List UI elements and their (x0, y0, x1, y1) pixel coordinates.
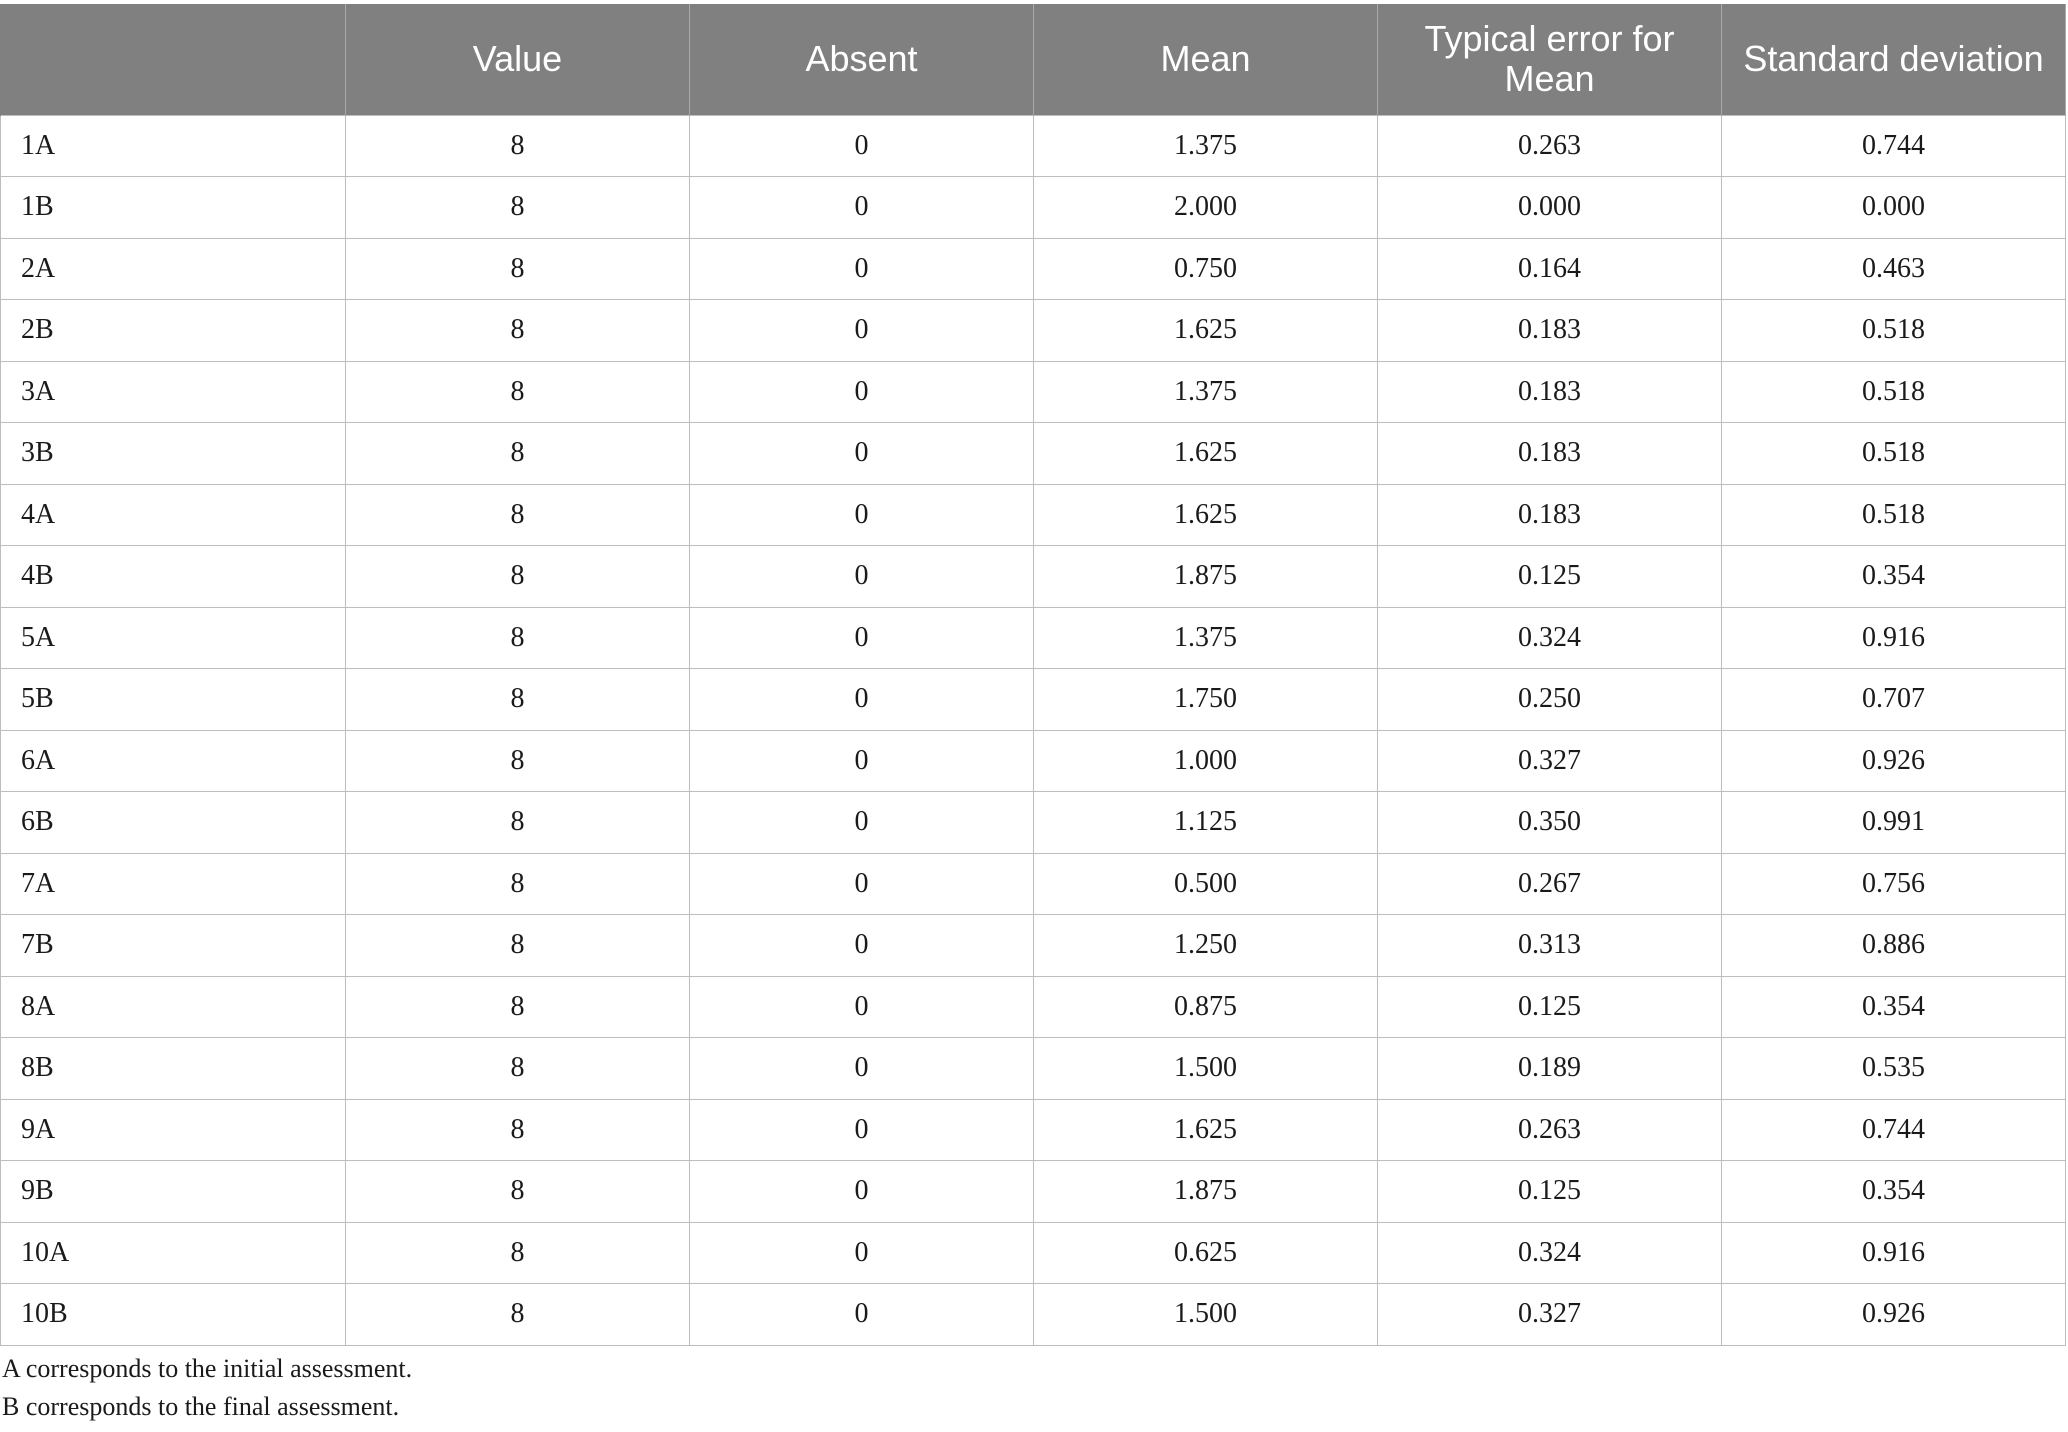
typical-error-cell: 0.189 (1378, 1038, 1722, 1100)
absent-cell: 0 (690, 177, 1034, 239)
table-row (1, 1099, 2066, 1161)
row-label-cell: 5A (1, 607, 346, 669)
value-cell: 8 (346, 1222, 690, 1284)
absent-cell: 0 (690, 1222, 1034, 1284)
absent-cell: 0 (690, 361, 1034, 423)
row-label-cell: 10A (1, 1222, 346, 1284)
standard-deviation-cell: 0.744 (1722, 115, 2066, 177)
row-label-cell: 3B (1, 423, 346, 485)
mean-cell: 1.375 (1034, 607, 1378, 669)
value-cell: 8 (346, 730, 690, 792)
value-cell: 8 (346, 115, 690, 177)
mean-cell: 1.375 (1034, 115, 1378, 177)
row-label-cell: 8B (1, 1038, 346, 1100)
standard-deviation-cell: 0.518 (1722, 423, 2066, 485)
footnote-a: A corresponds to the initial assessment. (2, 1354, 413, 1383)
typical-error-cell: 0.000 (1378, 177, 1722, 239)
mean-cell: 1.625 (1034, 484, 1378, 546)
table-row (1, 853, 2066, 915)
mean-cell: 0.875 (1034, 976, 1378, 1038)
absent-cell: 0 (690, 423, 1034, 485)
absent-cell: 0 (690, 1161, 1034, 1223)
mean-cell: 1.625 (1034, 300, 1378, 362)
typical-error-cell: 0.250 (1378, 669, 1722, 731)
row-label-cell: 2A (1, 238, 346, 300)
table-row (1, 484, 2066, 546)
table-row (1, 361, 2066, 423)
absent-cell: 0 (690, 853, 1034, 915)
table-row (1, 1161, 2066, 1223)
table-row (1, 915, 2066, 977)
standard-deviation-cell: 0.518 (1722, 361, 2066, 423)
mean-cell: 1.750 (1034, 669, 1378, 731)
table-row (1, 1222, 2066, 1284)
table-row (1, 546, 2066, 608)
header-absent: Absent (690, 4, 1034, 115)
standard-deviation-cell: 0.518 (1722, 484, 2066, 546)
mean-cell: 1.500 (1034, 1038, 1378, 1100)
table-row (1, 238, 2066, 300)
typical-error-cell: 0.183 (1378, 300, 1722, 362)
row-label-cell: 9B (1, 1161, 346, 1223)
standard-deviation-cell: 0.518 (1722, 300, 2066, 362)
mean-cell: 1.625 (1034, 423, 1378, 485)
value-cell: 8 (346, 976, 690, 1038)
absent-cell: 0 (690, 1099, 1034, 1161)
value-cell: 8 (346, 853, 690, 915)
value-cell: 8 (346, 423, 690, 485)
row-label-cell: 1A (1, 115, 346, 177)
mean-cell: 1.375 (1034, 361, 1378, 423)
standard-deviation-cell: 0.354 (1722, 976, 2066, 1038)
absent-cell: 0 (690, 238, 1034, 300)
table-body (1, 115, 2066, 1345)
value-cell: 8 (346, 300, 690, 362)
value-cell: 8 (346, 1099, 690, 1161)
typical-error-cell: 0.327 (1378, 730, 1722, 792)
row-label-cell: 7B (1, 915, 346, 977)
absent-cell: 0 (690, 915, 1034, 977)
value-cell: 8 (346, 1038, 690, 1100)
standard-deviation-cell: 0.916 (1722, 607, 2066, 669)
row-label-cell: 1B (1, 177, 346, 239)
row-label-cell: 9A (1, 1099, 346, 1161)
standard-deviation-cell: 0.535 (1722, 1038, 2066, 1100)
typical-error-cell: 0.263 (1378, 1099, 1722, 1161)
standard-deviation-cell: 0.354 (1722, 546, 2066, 608)
mean-cell: 0.750 (1034, 238, 1378, 300)
row-label-cell: 2B (1, 300, 346, 362)
absent-cell: 0 (690, 607, 1034, 669)
value-cell: 8 (346, 607, 690, 669)
value-cell: 8 (346, 361, 690, 423)
standard-deviation-cell: 0.926 (1722, 730, 2066, 792)
row-label-cell: 6A (1, 730, 346, 792)
footnote-b: B corresponds to the final assessment. (2, 1392, 400, 1421)
value-cell: 8 (346, 546, 690, 608)
standard-deviation-cell: 0.000 (1722, 177, 2066, 239)
table-row (1, 1038, 2066, 1100)
typical-error-cell: 0.125 (1378, 976, 1722, 1038)
typical-error-cell: 0.324 (1378, 1222, 1722, 1284)
mean-cell: 0.625 (1034, 1222, 1378, 1284)
absent-cell: 0 (690, 976, 1034, 1038)
typical-error-cell: 0.263 (1378, 115, 1722, 177)
table-row (1, 1284, 2066, 1346)
standard-deviation-cell: 0.463 (1722, 238, 2066, 300)
header-value: Value (346, 4, 690, 115)
header-standard-deviation: Standard deviation (1722, 4, 2066, 115)
table-row (1, 607, 2066, 669)
typical-error-cell: 0.313 (1378, 915, 1722, 977)
header-mean: Mean (1034, 4, 1378, 115)
header-typical-error: Typical error for Mean (1378, 4, 1722, 115)
row-label-cell: 8A (1, 976, 346, 1038)
typical-error-cell: 0.324 (1378, 607, 1722, 669)
table-row (1, 300, 2066, 362)
absent-cell: 0 (690, 792, 1034, 854)
row-label-cell: 4A (1, 484, 346, 546)
mean-cell: 1.500 (1034, 1284, 1378, 1346)
table-footnotes (2, 1350, 412, 1426)
value-cell: 8 (346, 1284, 690, 1346)
header-row (1, 4, 2066, 115)
value-cell: 8 (346, 915, 690, 977)
standard-deviation-cell: 0.916 (1722, 1222, 2066, 1284)
typical-error-cell: 0.183 (1378, 361, 1722, 423)
typical-error-cell: 0.327 (1378, 1284, 1722, 1346)
typical-error-cell: 0.350 (1378, 792, 1722, 854)
assessment-statistics-table (0, 4, 2066, 1346)
mean-cell: 2.000 (1034, 177, 1378, 239)
typical-error-cell: 0.183 (1378, 484, 1722, 546)
value-cell: 8 (346, 484, 690, 546)
row-label-cell: 5B (1, 669, 346, 731)
standard-deviation-cell: 0.354 (1722, 1161, 2066, 1223)
row-label-cell: 10B (1, 1284, 346, 1346)
typical-error-cell: 0.164 (1378, 238, 1722, 300)
mean-cell: 1.250 (1034, 915, 1378, 977)
mean-cell: 1.000 (1034, 730, 1378, 792)
standard-deviation-cell: 0.926 (1722, 1284, 2066, 1346)
mean-cell: 1.125 (1034, 792, 1378, 854)
standard-deviation-cell: 0.756 (1722, 853, 2066, 915)
table-row (1, 730, 2066, 792)
standard-deviation-cell: 0.991 (1722, 792, 2066, 854)
standard-deviation-cell: 0.707 (1722, 669, 2066, 731)
typical-error-cell: 0.183 (1378, 423, 1722, 485)
standard-deviation-cell: 0.744 (1722, 1099, 2066, 1161)
mean-cell: 1.875 (1034, 1161, 1378, 1223)
standard-deviation-cell: 0.886 (1722, 915, 2066, 977)
table-row (1, 423, 2066, 485)
table-row (1, 976, 2066, 1038)
table-row (1, 792, 2066, 854)
absent-cell: 0 (690, 1284, 1034, 1346)
row-label-cell: 4B (1, 546, 346, 608)
absent-cell: 0 (690, 669, 1034, 731)
value-cell: 8 (346, 238, 690, 300)
typical-error-cell: 0.267 (1378, 853, 1722, 915)
absent-cell: 0 (690, 546, 1034, 608)
value-cell: 8 (346, 1161, 690, 1223)
typical-error-cell: 0.125 (1378, 546, 1722, 608)
value-cell: 8 (346, 669, 690, 731)
row-label-cell: 7A (1, 853, 346, 915)
absent-cell: 0 (690, 484, 1034, 546)
row-label-cell: 6B (1, 792, 346, 854)
typical-error-cell: 0.125 (1378, 1161, 1722, 1223)
value-cell: 8 (346, 177, 690, 239)
data-table-container (0, 4, 2066, 1346)
row-label-cell: 3A (1, 361, 346, 423)
mean-cell: 1.625 (1034, 1099, 1378, 1161)
absent-cell: 0 (690, 1038, 1034, 1100)
table-row (1, 177, 2066, 239)
value-cell: 8 (346, 792, 690, 854)
absent-cell: 0 (690, 300, 1034, 362)
header-blank (1, 4, 346, 115)
absent-cell: 0 (690, 730, 1034, 792)
table-row (1, 669, 2066, 731)
mean-cell: 1.875 (1034, 546, 1378, 608)
table-header (1, 4, 2066, 115)
table-row (1, 115, 2066, 177)
absent-cell: 0 (690, 115, 1034, 177)
mean-cell: 0.500 (1034, 853, 1378, 915)
